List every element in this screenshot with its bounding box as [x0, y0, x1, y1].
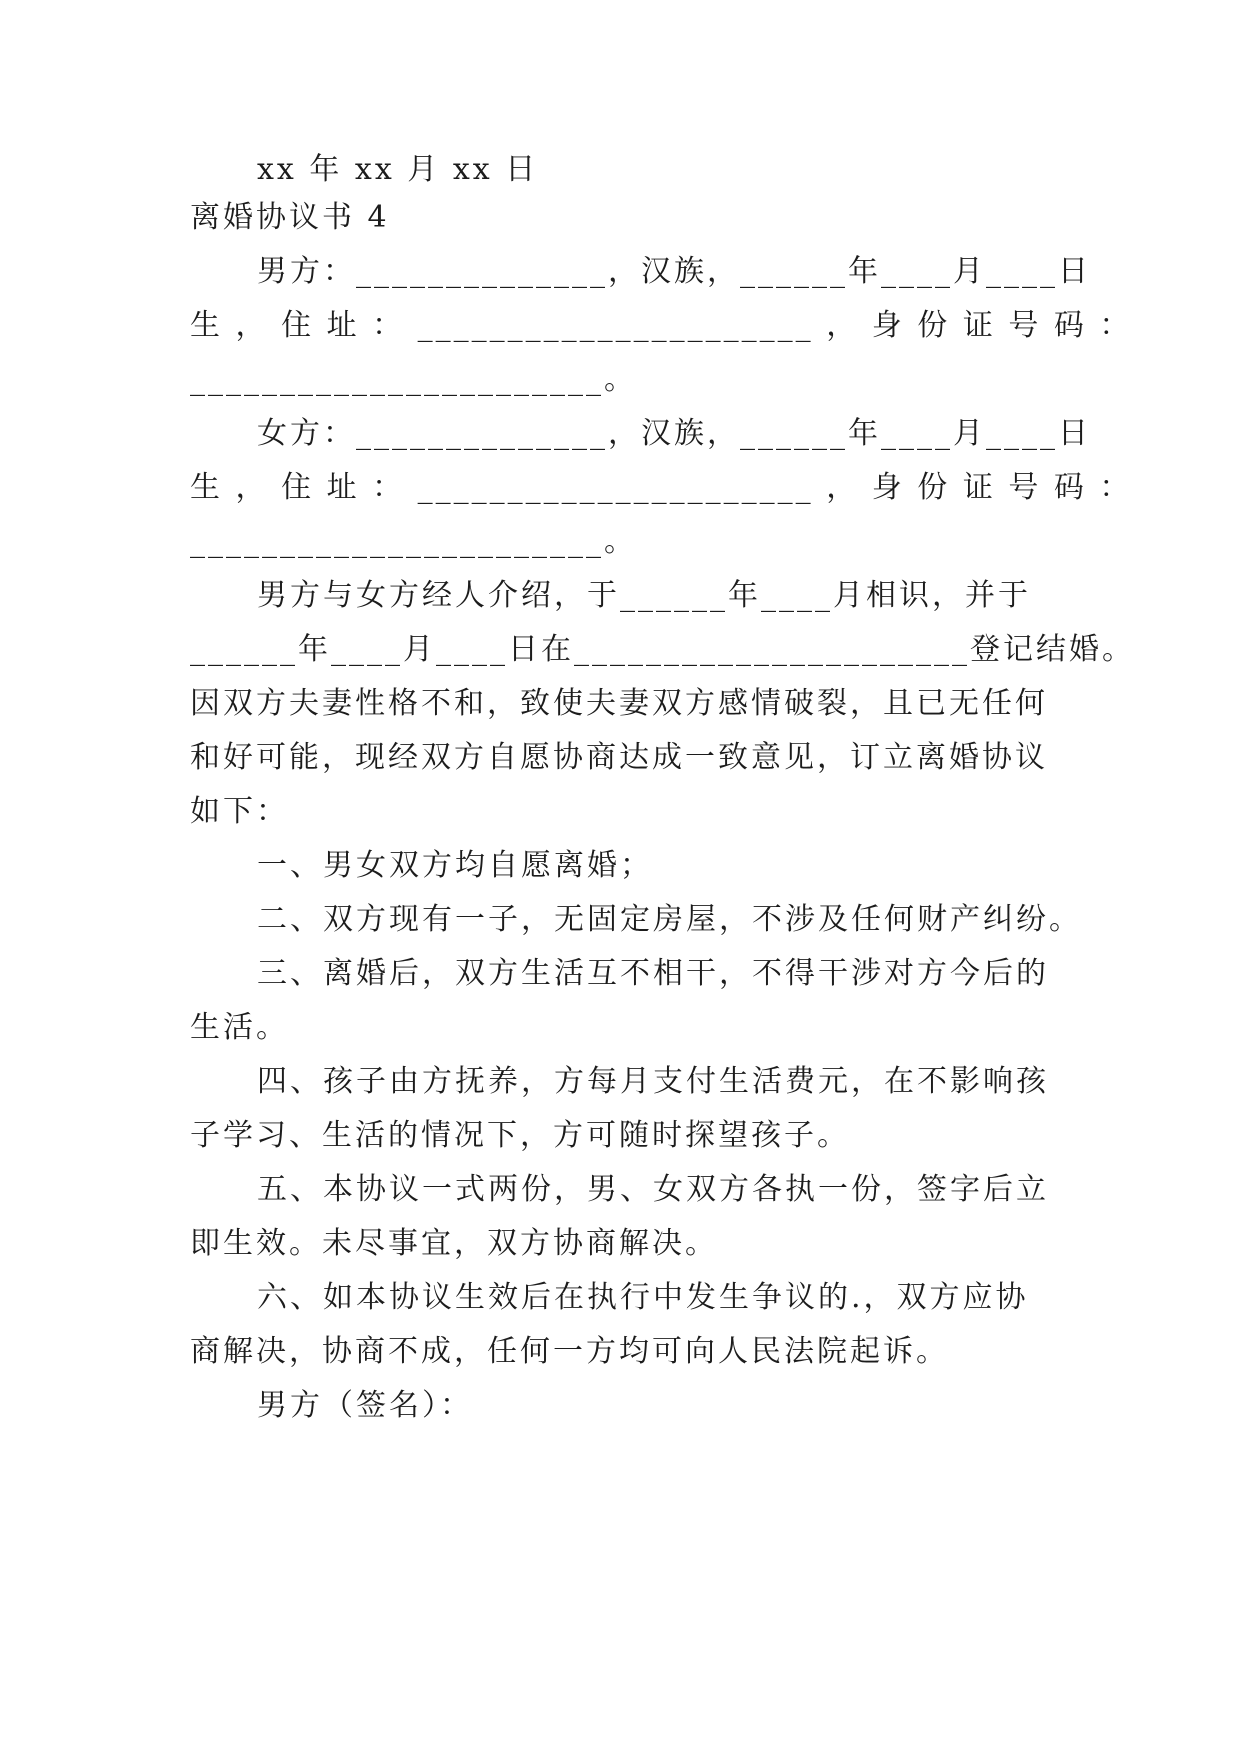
clause-4-line2: 子学习、生活的情况下，方可随时探望孩子。 — [190, 1118, 850, 1153]
clause-5-line1: 五、本协议一式两份，男、女双方各执一份，签字后立 — [257, 1172, 1049, 1207]
clause-1: 一、男女双方均自愿离婚； — [257, 848, 653, 883]
clause-3-line2: 生活。 — [190, 1010, 289, 1045]
intro-line: ______年____月____日在______________________登记结婚。 — [190, 632, 1135, 667]
clause-3-line1: 三、离婚后，双方生活互不相干，不得干涉对方今后的 — [257, 956, 1049, 991]
document-title: 离婚协议书 4 — [190, 200, 390, 235]
clause-2: 二、双方现有一子，无固定房屋，不涉及任何财产纠纷。 — [257, 902, 1082, 937]
female-info-line1: 女方：______________，汉族，______年____月____日 — [257, 416, 1091, 451]
intro-line: 因双方夫妻性格不和，致使夫妻双方感情破裂，且已无任何 — [190, 686, 1048, 721]
clause-5-line2: 即生效。未尽事宜，双方协商解决。 — [190, 1226, 718, 1261]
clause-6-line2: 商解决，协商不成，任何一方均可向人民法院起诉。 — [190, 1334, 949, 1369]
date-line: xx 年 xx 月 xx 日 — [257, 152, 539, 187]
female-info-line3: _______________________。 — [190, 524, 637, 559]
intro-line: 男方与女方经人介绍，于______年____月相识，并于 — [257, 578, 1031, 613]
intro-line: 和好可能，现经双方自愿协商达成一致意见，订立离婚协议 — [190, 740, 1048, 775]
female-info-line2: 生 ， 住 址 ： ______________________ ， 身 份 证 号 码 ： — [190, 470, 1133, 505]
male-info-line1: 男方：______________，汉族，______年____月____日 — [257, 254, 1091, 289]
male-info-line3: _______________________。 — [190, 362, 637, 397]
male-info-line2: 生 ， 住 址 ： ______________________ ， 身 份 证 号 码 ： — [190, 308, 1133, 343]
male-signature-label: 男方（签名）： — [257, 1388, 473, 1423]
clause-4-line1: 四、孩子由方抚养，方每月支付生活费元，在不影响孩 — [257, 1064, 1049, 1099]
intro-line: 如下： — [190, 794, 289, 829]
clause-6-line1: 六、如本协议生效后在执行中发生争议的.，双方应协 — [257, 1280, 1029, 1315]
